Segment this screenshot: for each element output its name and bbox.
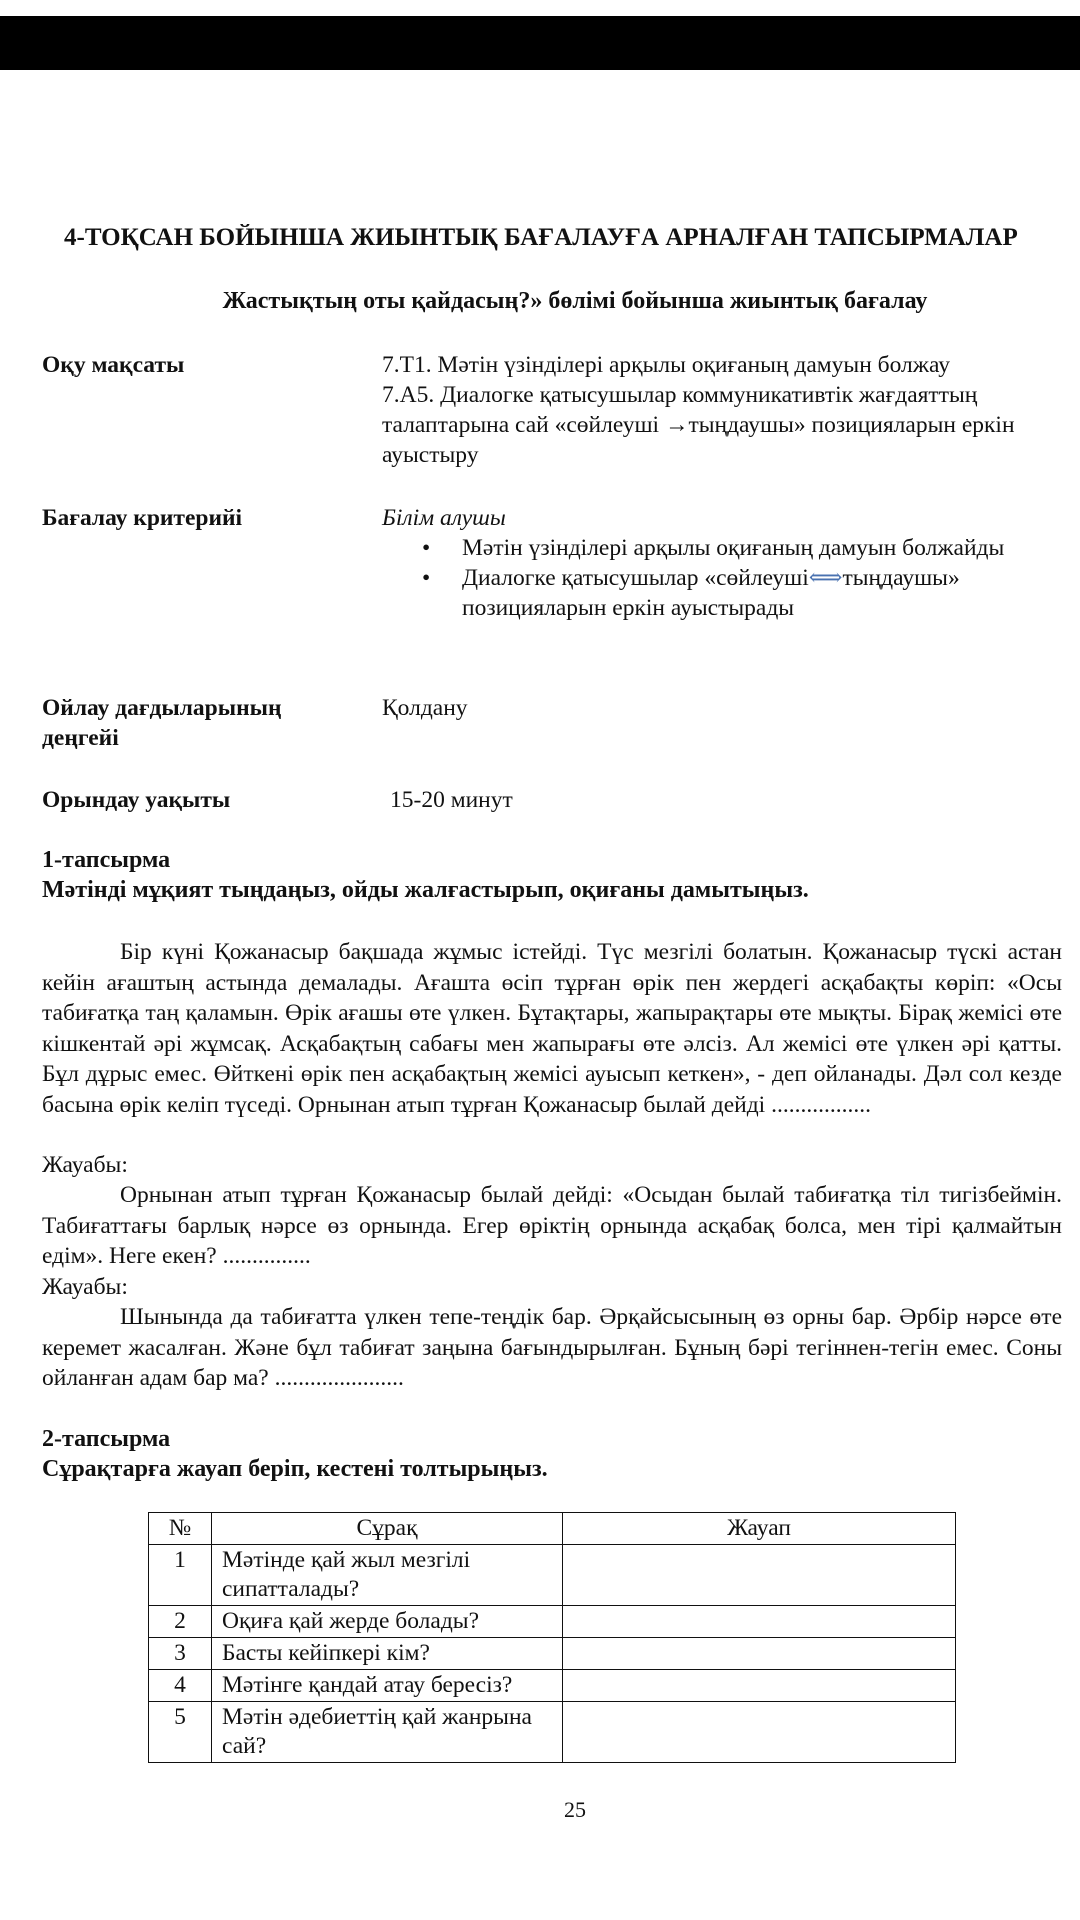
row-number: 4 <box>149 1670 212 1702</box>
learning-goal-2: 7.А5. Диалогке қатысушылар коммуникативтік жағдаяттың талаптарына сай «сөйлеуші →тыңдаушы» позицияларын еркін ауыстыру <box>382 382 1015 468</box>
table-row <box>149 1638 956 1670</box>
row-number: 3 <box>149 1638 212 1670</box>
column-header-number: № <box>149 1513 212 1545</box>
row-answer-cell[interactable] <box>563 1638 956 1670</box>
criteria-list <box>382 533 1080 623</box>
table-row <box>149 1545 956 1606</box>
row-question: Оқиға қай жерде болады? <box>212 1606 563 1638</box>
row-answer-cell[interactable] <box>563 1545 956 1606</box>
table-row <box>149 1670 956 1702</box>
criteria-item-2-part-a: Диалогке қатысушылар «сөйлеуші <box>462 565 809 591</box>
row-question: Басты кейіпкері кім? <box>212 1638 563 1670</box>
criteria-value <box>382 503 1080 623</box>
task1-paragraph-2: Орнынан атып тұрған Қожанасыр былай дейді: «Осыдан былай табиғатқа тіл тигізбеймін. Табиғаттағы барлық нәрсе өз орнында. Егер өріктің орнында асқабақ болса, мен тірі қалмайтын едім». Неге екен? ............... <box>42 1182 1062 1269</box>
task1-paragraph-3: Шынында да табиғатта үлкен тепе-теңдік бар. Әрқайсысының өз орны бар. Әрбір нәрсе өте керемет жасалған. Және бұл табиғат заңына бағындырылған. Бұның бәрі тегіннен-тегін емес. Соны ойланған адам бар ма? ...................... <box>42 1304 1062 1391</box>
answer-label-1: Жауабы: <box>42 1152 128 1178</box>
task1-number: 1-тапсырма <box>42 847 171 873</box>
criteria-label: Бағалау критерийі <box>42 505 243 531</box>
thinking-skills-label: Ойлау дағдыларының деңгейі <box>42 695 282 751</box>
column-header-question: Сұрақ <box>212 1513 563 1545</box>
thinking-skills-value: Қолдану <box>382 695 468 721</box>
column-header-answer: Жауап <box>563 1513 956 1545</box>
row-number: 2 <box>149 1606 212 1638</box>
row-answer-cell[interactable] <box>563 1670 956 1702</box>
learning-goal-1: 7.Т1. Мәтін үзінділері арқылы оқиғаның дамуын болжау <box>382 352 950 378</box>
page-number: 25 <box>564 1797 586 1822</box>
criteria-item-1: • Мәтін үзінділері арқылы оқиғаның дамуын болжайды <box>382 533 1080 563</box>
row-number: 5 <box>149 1702 212 1763</box>
answer-label-2: Жауабы: <box>42 1274 128 1300</box>
row-number: 1 <box>149 1545 212 1606</box>
task1-paragraph-1: Бір күні Қожанасыр бақшада жұмыс істейді. Түс мезгілі болатын. Қожанасыр түскі астан кейін ағаштың астында демалады. Ағашта өсіп тұрған өрік пен жердегі асқабақты көріп: «Осы табиғатқа таң қаламын. Өрік ағашы өте үлкен. Бұтақтары, жапырақтары өте мықты. Бірақ жемісі өте кішкентай әрі жұмсақ. Асқабақтың сабағы мен жапырағы өте әлсіз. Ал жемісі өте үлкен әрі қатты. Бұл дұрыс емес. Өйткені өрік пен асқабақтың жемісі ауысып кеткен», - деп ойланады. Дәл сол кезде басына өрік келіп түседі. Орнынан атып тұрған Қожанасыр былай дейді ................. <box>42 939 1062 1118</box>
row-answer-cell[interactable] <box>563 1702 956 1763</box>
duration-label: Орындау уақыты <box>42 787 231 813</box>
criteria-item-2 <box>382 563 1080 623</box>
page-title: 4-ТОҚСАН БОЙЫНША ЖИЫНТЫҚ БАҒАЛАУҒА АРНАЛҒАН ТАПСЫРМАЛАР <box>64 224 1018 251</box>
task2-number: 2-тапсырма <box>42 1426 171 1452</box>
criteria-intro: Білім алушы <box>382 505 506 531</box>
section-subtitle: Жастықтың оты қайдасың?» бөлімі бойынша жиынтық бағалау <box>222 288 928 314</box>
table-header-row <box>149 1513 956 1545</box>
table-row <box>149 1702 956 1763</box>
criteria-item-2-part-b: тыңдаушы» позицияларын еркін ауыстырады <box>462 565 960 621</box>
row-question: Мәтінде қай жыл мезгілі сипатталады? <box>212 1545 563 1606</box>
task2-instruction: Сұрақтарға жауап беріп, кестені толтырыңыз. <box>42 1456 548 1482</box>
table-row <box>149 1606 956 1638</box>
row-question: Мәтін әдебиеттің қай жанрына сай? <box>212 1702 563 1763</box>
row-answer-cell[interactable] <box>563 1606 956 1638</box>
double-arrow-icon: ⟺ <box>808 565 843 591</box>
questions-table <box>148 1512 956 1763</box>
learning-goal-label: Оқу мақсаты <box>42 352 185 378</box>
duration-value: 15-20 минут <box>390 787 513 813</box>
learning-goal-value <box>382 350 1080 470</box>
task1-instruction: Мәтінді мұқият тыңдаңыз, ойды жалғастырып, оқиғаны дамытыңыз. <box>42 877 809 903</box>
row-question: Мәтінге қандай атау бересіз? <box>212 1670 563 1702</box>
